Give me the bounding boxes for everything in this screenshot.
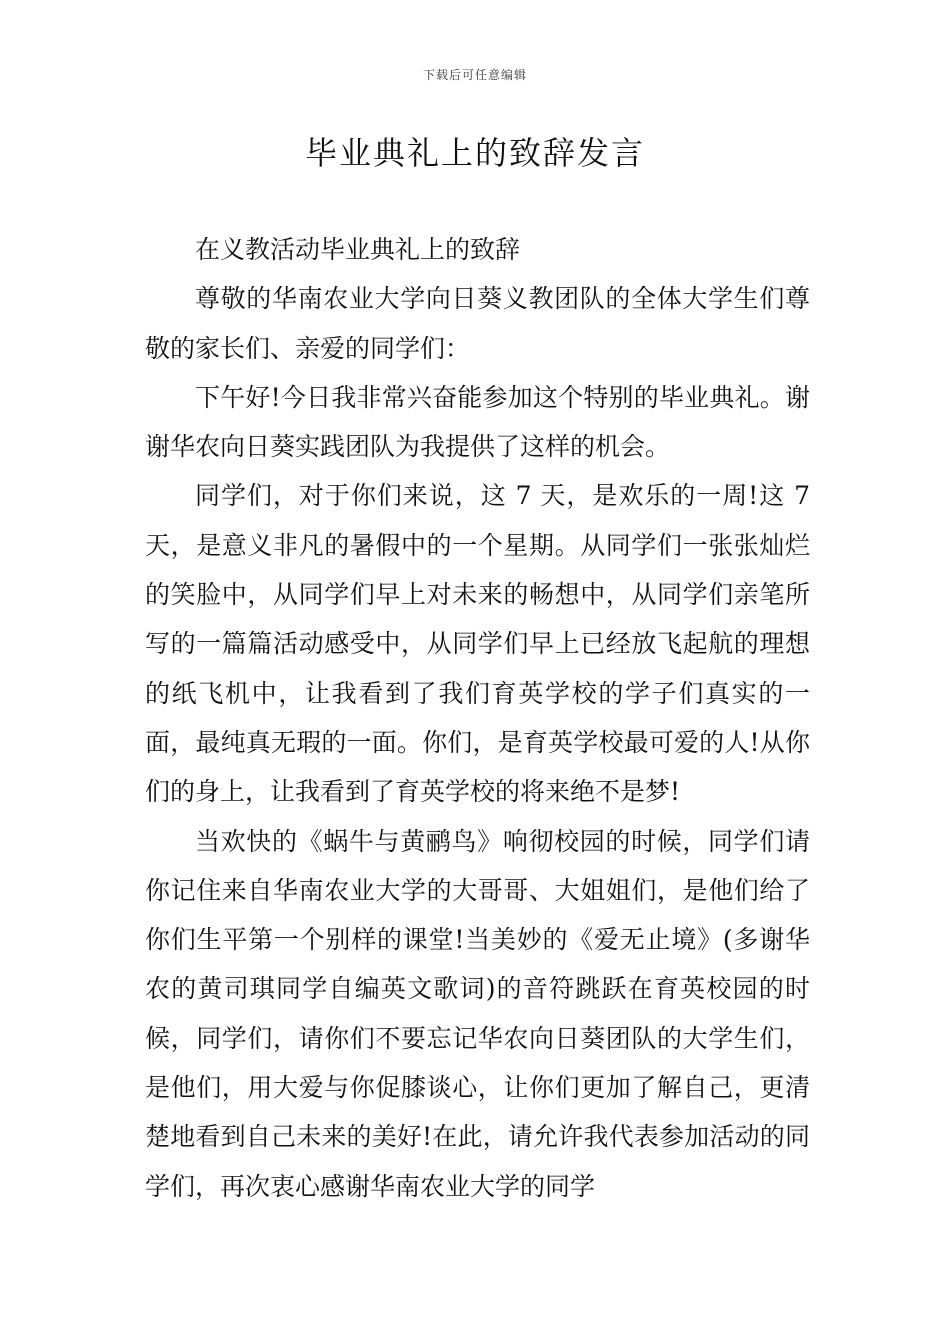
paragraph-greeting: 下午好!今日我非常兴奋能参加这个特别的毕业典礼。谢谢华农向日葵实践团队为我提供了这样的机会。: [145, 382, 810, 462]
paragraph-body: 当欢快的《蜗牛与黄鹂鸟》响彻校园的时候，同学们请你记住来自华南农业大学的大哥哥、大姐姐们，是他们给了你们生平第一个别样的课堂!当美妙的《爱无止境》(多谢华农的黄司琪同学自编英文歌词)的音符跳跃在育英校园的时候，同学们，请你们不要忘记华农向日葵团队的大学生们，是他们，用大爱与你促膝谈心，让你们更加了解自己，更清楚地看到自己未来的美好!在此，请允许我代表参加活动的同学们，再次衷心感谢华南农业大学的同学: [145, 826, 810, 1201]
paragraph-salutation: 尊敬的华南农业大学向日葵义教团队的全体大学生们尊敬的家长们、亲爱的同学们：: [145, 284, 810, 363]
paragraph-body: 同学们，对于你们来说，这 7 天，是欢乐的一周!这 7 天，是意义非凡的暑假中的一个星期。从同学们一张张灿烂的笑脸中，从同学们早上对未来的畅想中，从同学们亲笔所写的一篇篇活动感受中，从同学们早上已经放飞起航的理想的纸飞机中，让我看到了我们育英学校的学子们真实的一面，最纯真无瑕的一面。你们，是育英学校最可爱的人!从你们的身上，让我看到了育英学校的将来绝不是梦!: [145, 481, 810, 807]
document-body: [145, 225, 810, 1211]
header-note: 下载后可任意编辑: [422, 68, 527, 82]
document-title: 毕业典礼上的致辞发言: [304, 134, 645, 172]
paragraph-heading: 在义教活动毕业典礼上的致辞: [195, 235, 521, 264]
